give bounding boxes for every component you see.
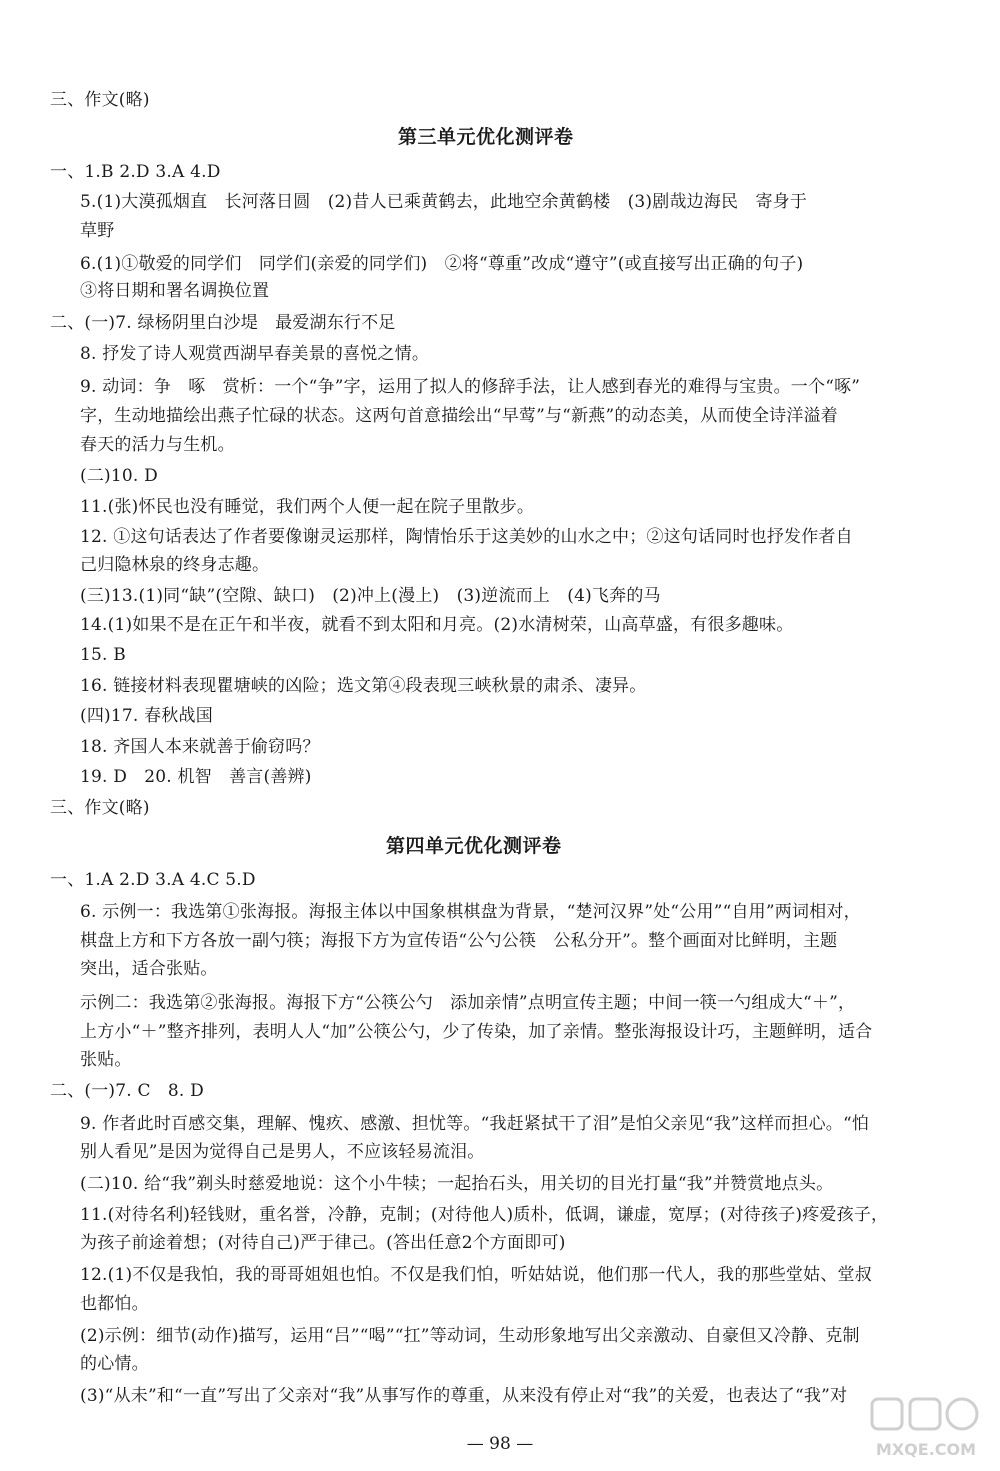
text-line: 己归隐林泉的终身志趣。 [80,555,270,575]
section-title: 第三单元优化测评卷 [398,126,574,148]
text-line: 上方小“＋”整齐排列，表明人人“加”公筷公勺，少了传染，加了亲情。整张海报设计巧，主题鲜明，适合 [80,1022,873,1042]
page-number: — 98 — [466,1434,534,1454]
text-line: 6.(1)①敬爱的同学们 同学们(亲爱的同学们) ②将“尊重”改成“遵守”(或直接写出正确的句子) [80,254,804,274]
text-line: 春天的活力与生机。 [80,435,235,455]
text-line: 棋盘上方和下方各放一副勺筷；海报下方为宣传语“公勺公筷 公私分开”。整个画面对比鲜明，主题 [80,931,838,951]
text-line: 11.(对待名利)轻钱财，重名誉，冷静，克制；(对待他人)质朴，低调，谦虚，宽厚；(对待孩子)疼爱孩子， [80,1205,889,1225]
section-title: 第四单元优化测评卷 [386,835,562,857]
text-line: (3)“从未”和“一直”写出了父亲对“我”从事写作的尊重，从来没有停止对“我”的关爱，也表达了“我”对 [80,1386,848,1406]
text-line: 15. B [80,645,126,665]
text-line: 示例二：我选第②张海报。海报下方“公筷公勺 添加亲情”点明宣传主题；中间一筷一勺组成大“＋”， [80,993,856,1013]
text-line: (三)13.(1)同“缺”(空隙、缺口) (2)冲上(漫上) (3)逆流而上 (4)飞奔的马 [80,586,661,606]
text-line: 的心情。 [80,1354,149,1374]
text-line: 一、1.A 2.D 3.A 4.C 5.D [50,870,256,890]
text-line: 二、(一)7. C 8. D [50,1081,204,1101]
text-line: 也都怕。 [80,1294,149,1314]
text-line: 14.(1)如果不是在正午和半夜，就看不到太阳和月亮。(2)水清树荣，山高草盛，有很多趣味。 [80,615,794,635]
svg-text:MXQE.COM: MXQE.COM [875,1440,977,1459]
text-line: 别人看见”是因为觉得自己是男人，不应该轻易流泪。 [80,1142,485,1162]
text-line: (二)10. D [80,466,158,486]
text-line: 9. 作者此时百感交集，理解、愧疚、感激、担忧等。“我赶紧拭干了泪”是怕父亲见“我”这样而担心。“怕 [80,1114,870,1134]
text-line: 二、(一)7. 绿杨阴里白沙堤 最爱湖东行不足 [50,313,396,333]
text-line: 一、1.B 2.D 3.A 4.D [50,162,221,182]
text-line: 8. 抒发了诗人观赏西湖早春美景的喜悦之情。 [80,344,430,364]
text-line: 11.(张)怀民也没有睡觉，我们两个人便一起在院子里散步。 [80,497,535,517]
text-line: 为孩子前途着想；(对待自己)严于律己。(答出任意2个方面即可) [80,1233,566,1253]
text-line: ③将日期和署名调换位置 [80,281,270,301]
text-line: 突出，适合张贴。 [80,959,218,979]
text-line: 5.(1)大漠孤烟直 长河落日圆 (2)昔人已乘黄鹤去，此地空余黄鹤楼 (3)剧哉边海民 寄身于 [80,192,808,212]
text-line: 9. 动词：争 啄 赏析：一个“争”字，运用了拟人的修辞手法，让人感到春光的难得与宝贵。一个“啄” [80,377,861,397]
watermark-logo [866,1395,986,1465]
text-line: 6. 示例一：我选第①张海报。海报主体以中国象棋棋盘为背景，“楚河汉界”处“公用”“自用”两词相对， [80,902,861,922]
text-line: 字，生动地描绘出燕子忙碌的状态。这两句首意描绘出“早莺”与“新燕”的动态美，从而使全诗洋溢着 [80,406,838,426]
text-line: (2)示例：细节(动作)描写，运用“吕”“喝”“扛”等动词，生动形象地写出父亲激动、自豪但又冷静、克制 [80,1326,860,1346]
text-line: 12.(1)不仅是我怕，我的哥哥姐姐也怕。不仅是我们怕，听姑姑说，他们那一代人，我的那些堂姑、堂叔 [80,1265,872,1285]
text-line: 12. ①这句话表达了作者要像谢灵运那样，陶情怡乐于这美妙的山水之中；②这句话同时也抒发作者自 [80,527,853,547]
text-line: 19. D 20. 机智 善言(善辨) [80,767,312,787]
text-line: 三、作文(略) [50,90,150,110]
text-line: 16. 链接材料表现瞿塘峡的凶险；选文第④段表现三峡秋景的肃杀、凄异。 [80,676,647,696]
text-line: 草野 [80,221,115,241]
text-line: 张贴。 [80,1050,132,1070]
text-line: 18. 齐国人本来就善于偷窃吗？ [80,737,320,757]
text-line: (四)17. 春秋战国 [80,706,213,726]
text-line: (二)10. 给“我”剃头时慈爱地说：这个小牛犊；一起抬石头，用关切的目光打量“我”并赞赏地点头。 [80,1174,834,1194]
text-line: 三、作文(略) [50,798,150,818]
